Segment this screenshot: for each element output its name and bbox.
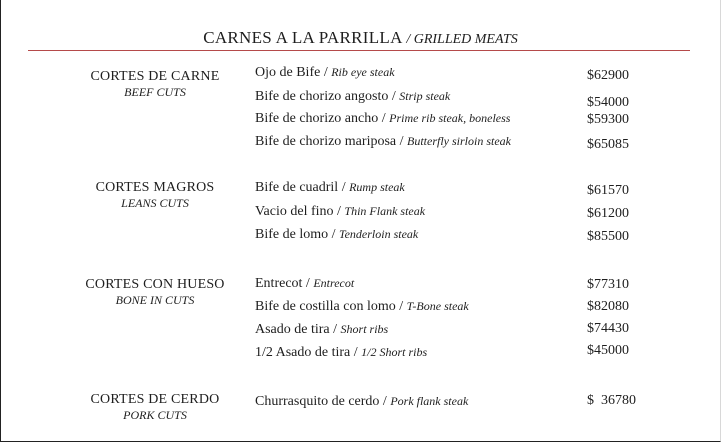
item-name-es: Asado de tira	[255, 322, 330, 337]
item-name-es: Bife de costilla con lomo	[255, 299, 396, 314]
menu-title-en: GRILLED MEATS	[413, 32, 518, 47]
menu-item: Bife de chorizo mariposa / Butterfly sirloin steak	[255, 134, 512, 149]
menu-item: Bife de lomo / Tenderloin steak	[255, 227, 419, 242]
menu-item: 1/2 Asado de tira / 1/2 Short ribs	[255, 345, 428, 360]
item-price: $45000	[587, 343, 629, 358]
item-price: $54000	[587, 95, 629, 110]
item-price: $61200	[587, 206, 629, 221]
item-name-en: Short ribs	[340, 322, 389, 336]
menu-item: Bife de chorizo angosto / Strip steak	[255, 89, 451, 104]
item-name-en: Tenderloin steak	[339, 227, 419, 241]
section-heading	[60, 180, 250, 210]
section-name-es: CORTES DE CERDO	[90, 392, 220, 407]
title-divider	[28, 50, 690, 51]
item-name-en: T-Bone steak	[406, 299, 469, 313]
item-name-en: Strip steak	[399, 89, 451, 103]
item-name-en: Butterfly sirloin steak	[407, 134, 512, 148]
item-name-en: Rump steak	[349, 180, 405, 194]
item-name-es: Bife de lomo	[255, 227, 329, 242]
menu-item: Asado de tira / Short ribs	[255, 322, 389, 337]
item-price: $62900	[587, 68, 629, 83]
section-heading	[60, 392, 250, 422]
section-name-en: BEEF CUTS	[124, 85, 186, 99]
item-price: $74430	[587, 321, 629, 336]
menu-item: Entrecot / Entrecot	[255, 276, 355, 291]
section-heading	[60, 69, 250, 99]
item-price: $ 36780	[587, 393, 636, 408]
item-name-es: Bife de chorizo ancho	[255, 111, 379, 126]
item-name-en: Thin Flank steak	[344, 204, 426, 218]
section-name-en: PORK CUTS	[123, 408, 187, 422]
menu-item: Bife de cuadril / Rump steak	[255, 180, 405, 195]
section-name-es: CORTES CON HUESO	[85, 277, 225, 292]
item-name-es: Ojo de Bife	[255, 65, 321, 80]
item-price: $65085	[587, 137, 629, 152]
item-price: $61570	[587, 183, 629, 198]
section-name-es: CORTES MAGROS	[95, 180, 215, 195]
item-name-en: Prime rib steak, boneless	[389, 111, 511, 125]
item-price: $82080	[587, 299, 629, 314]
item-name-en: Pork flank steak	[390, 394, 469, 408]
title-separator: /	[406, 32, 411, 47]
item-name-es: Bife de cuadril	[255, 180, 339, 195]
item-name-en: Rib eye steak	[331, 65, 395, 79]
item-name-es: Entrecot	[255, 276, 303, 291]
menu-item: Bife de chorizo ancho / Prime rib steak, boneless	[255, 111, 511, 126]
item-name-es: Bife de chorizo mariposa	[255, 134, 397, 149]
item-price: $85500	[587, 229, 629, 244]
item-price: $77310	[587, 277, 629, 292]
menu-title	[0, 28, 721, 48]
section-name-en: LEANS CUTS	[121, 196, 189, 210]
item-price: $59300	[587, 112, 629, 127]
menu-item: Vacio del fino / Thin Flank steak	[255, 204, 426, 219]
section-name-es: CORTES DE CARNE	[90, 69, 220, 84]
section-name-en: BONE IN CUTS	[115, 293, 195, 307]
menu-item: Bife de costilla con lomo / T-Bone steak	[255, 299, 469, 314]
menu-item: Ojo de Bife / Rib eye steak	[255, 65, 395, 80]
item-name-es: Bife de chorizo angosto	[255, 89, 389, 104]
item-name-en: Entrecot	[313, 276, 355, 290]
section-heading	[60, 277, 250, 307]
item-name-es: 1/2 Asado de tira	[255, 345, 351, 360]
menu-title-es: CARNES A LA PARRILLA	[203, 28, 402, 47]
item-name-en: 1/2 Short ribs	[361, 345, 428, 359]
item-name-es: Vacio del fino	[255, 204, 334, 219]
item-name-es: Churrasquito de cerdo	[255, 394, 380, 409]
menu-item: Churrasquito de cerdo / Pork flank steak	[255, 394, 469, 409]
